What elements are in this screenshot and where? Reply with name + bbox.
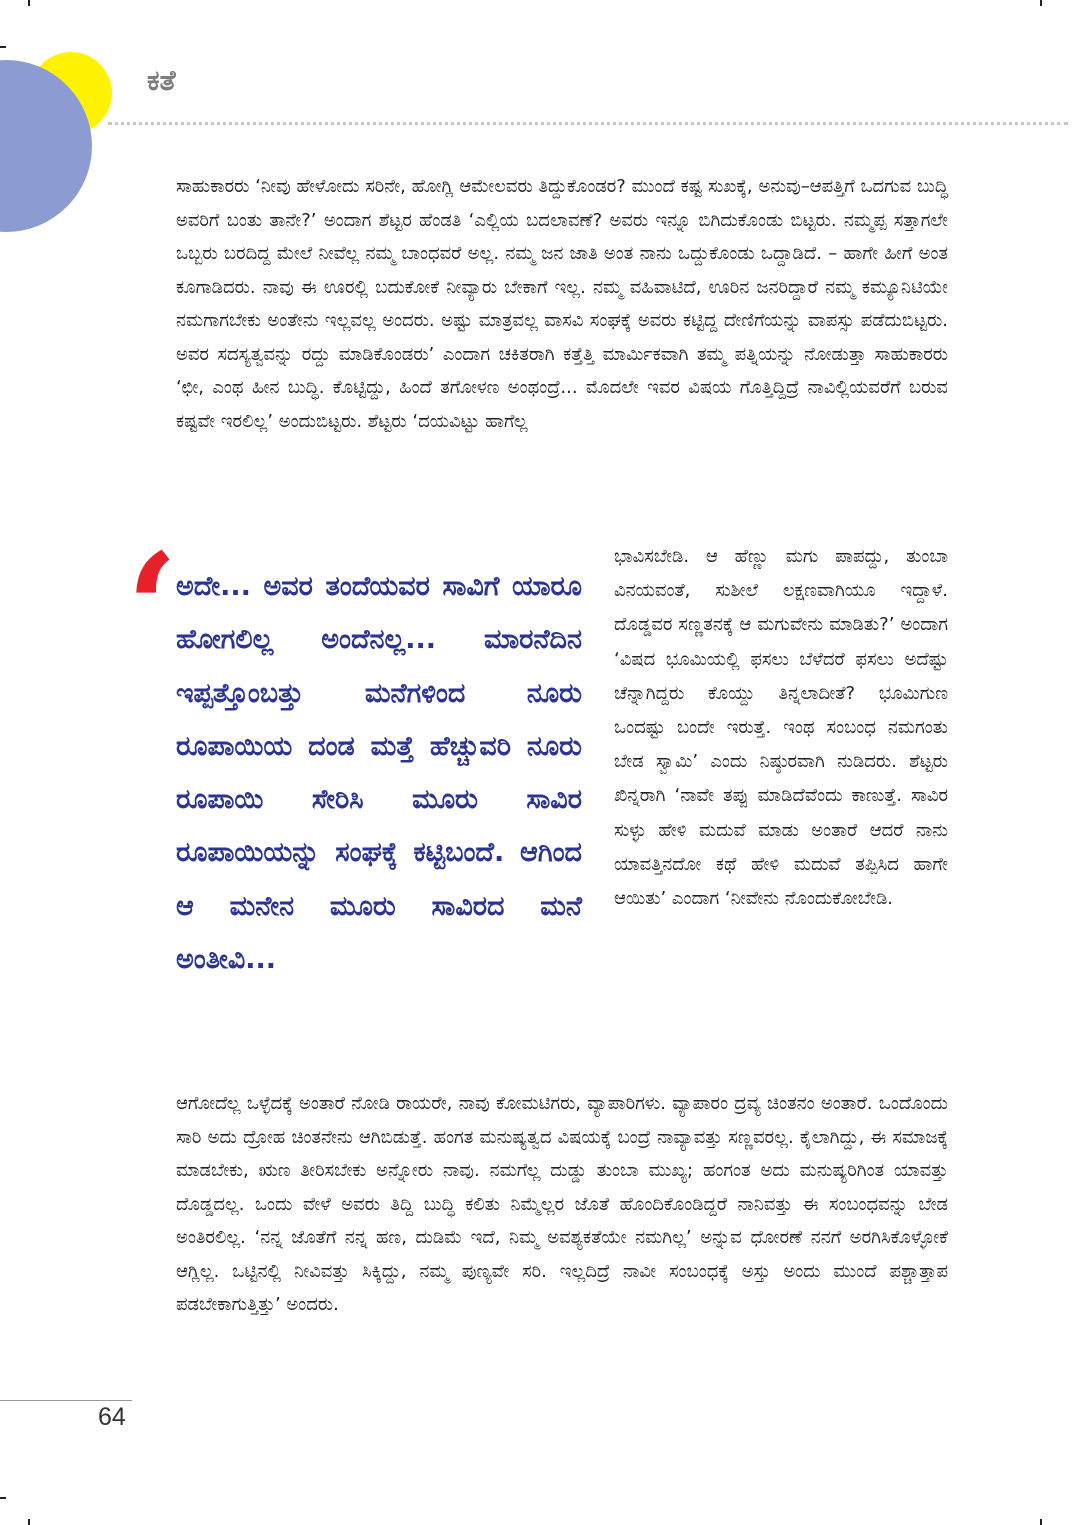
- crop-mark: [28, 1519, 30, 1525]
- body-paragraph-bottom: ಆಗೋದೆಲ್ಲ ಒಳ್ಳೆದಕ್ಕೆ ಅಂತಾರೆ ನೋಡಿ ರಾಯರೇ, ನಾವು ಕೋಮಟಿಗರು, ವ್ಯಾಪಾರಿಗಳು. ವ್ಯಾಪಾರಂ ದ್ರವ್ಯ ಚಿಂತನಂ ಅಂತಾರೆ. ಒಂದೊಂದು ಸಾರಿ ಅದು ದ್ರೋಹ ಚಿಂತನೇನು ಆಗಿಬಿಡುತ್ತೆ. ಹಂಗತ ಮನುಷ್ಯತ್ವದ ವಿಷಯಕ್ಕೆ ಬಂದ್ರೆ ನಾವ್ಯಾವತ್ತು ಸಣ್ಣವರಲ್ಲ. ಕೈಲಾಗಿದ್ದು, ಈ ಸಮಾಜಕ್ಕೆ ಮಾಡಬೇಕು, ಋಣ ತೀರಿಸಬೇಕು ಅನ್ನೋರು ನಾವು. ನಮಗೆಲ್ಲ ದುಡ್ಡು ತುಂಬಾ ಮುಖ್ಯ; ಹಂಗಂತ ಅದು ಮನುಷ್ಯರಿಗಿಂತ ಯಾವತ್ತು ದೊಡ್ಡದಲ್ಲ. ಒಂದು ವೇಳೆ ಅವರು ತಿದ್ದಿ ಬುದ್ಧಿ ಕಲಿತು ನಿಮ್ಮೆಲ್ಲರ ಜೊತೆ ಹೊಂದಿಕೊಂಡಿದ್ದರೆ ನಾನಿವತ್ತು ಈ ಸಂಬಂಧವನ್ನು ಬೇಡ ಅಂತಿರಲಿಲ್ಲ. ‘ನನ್ನ ಜೊತೆಗೆ ನನ್ನ ಹಣ, ದುಡಿಮೆ ಇದೆ, ನಿಮ್ಮ ಅವಶ್ಯಕತೆಯೇ ನಮಗಿಲ್ಲ’ ಅನ್ನುವ ಧೋರಣೆ ನನಗೆ ಅರಗಿಸಿಕೊಳ್ಳೋಕೆ ಆಗ್ಲಿಲ್ಲ. ಒಟ್ಟಿನಲ್ಲಿ ನೀವಿವತ್ತು ಸಿಕ್ಕಿದ್ದು, ನಮ್ಮ ಪುಣ್ಯವೇ ಸರಿ. ಇಲ್ಲದಿದ್ರೆ ನಾವೀ ಸಂಬಂಧಕ್ಕೆ ಅಸ್ತು ಅಂದು ಮುಂದೆ ಪಶ್ಚಾತ್ತಾಪ ಪಡಬೇಕಾಗುತ್ತಿತ್ತು’ ಅಂದರು.: [176, 1093, 948, 1315]
- crop-mark: [28, 0, 30, 6]
- crop-mark: [0, 46, 6, 48]
- page-number-rule: [0, 1400, 132, 1401]
- crop-mark: [1040, 1519, 1042, 1525]
- crop-mark: [0, 1497, 6, 1499]
- body-paragraph-side: ಭಾವಿಸಬೇಡಿ. ಆ ಹೆಣ್ಣು ಮಗು ಪಾಪದ್ದು, ತುಂಬಾ ವಿನಯವಂತೆ, ಸುಶೀಲೆ ಲಕ್ಷಣವಾಗಿಯೂ ಇದ್ದಾಳೆ. ದೊಡ್ಡವರ ಸಣ್ಣತನಕ್ಕೆ ಆ ಮಗುವೇನು ಮಾಡಿತು?’ ಅಂದಾಗ ‘ವಿಷದ ಭೂಮಿಯಲ್ಲಿ ಫಸಲು ಬೆಳೆದರೆ ಫಸಲು ಅದೆಷ್ಟು ಚೆನ್ನಾಗಿದ್ದರು ಕೊಯ್ದು ತಿನ್ನಲಾದೀತೆ? ಭೂಮಿಗುಣ ಒಂದಷ್ಟು ಬಂದೇ ಇರುತ್ತೆ. ಇಂಥ ಸಂಬಂಧ ನಮಗಂತು ಬೇಡ ಸ್ವಾಮಿ’ ಎಂದು ನಿಷ್ಠುರವಾಗಿ ನುಡಿದರು. ಶೆಟ್ಟರು ಖಿನ್ನರಾಗಿ ‘ನಾವೇ ತಪ್ಪು ಮಾಡಿದೆವೆಂದು ಕಾಣುತ್ತೆ. ಸಾವಿರ ಸುಳ್ಳು ಹೇಳಿ ಮದುವೆ ಮಾಡು ಅಂತಾರೆ ಆದರೆ ನಾನು ಯಾವತ್ತಿನದೋ ಕಥೆ ಹೇಳಿ ಮದುವೆ ತಪ್ಪಿಸಿದ ಹಾಗೇ ಆಯಿತು’ ಎಂದಾಗ ‘ನೀವೇನು ನೊಂದುಕೋಬೇಡಿ.: [614, 546, 948, 910]
- quote-mark-icon: ‘: [126, 521, 179, 697]
- header-dotted-divider: [108, 122, 1068, 125]
- pull-quote: ಅದೇ... ಅವರ ತಂದೆಯವರ ಸಾವಿಗೆ ಯಾರೂ ಹೋಗಲಿಲ್ಲ ಅಂದೆನಲ್ಲ... ಮಾರನೆದಿನ ಇಪ್ಪತ್ತೊಂಬತ್ತು ಮನೆಗಳಿಂದ ನೂರು ರೂಪಾಯಿಯ ದಂಡ ಮತ್ತೆ ಹೆಚ್ಚುವರಿ ನೂರು ರೂಪಾಯಿ ಸೇರಿಸಿ ಮೂರು ಸಾವಿರ ರೂಪಾಯಿಯನ್ನು ಸಂಘಕ್ಕೆ ಕಟ್ಟಿಬಂದೆ. ಆಗಿಂದ ಆ ಮನೇನ ಮೂರು ಸಾವಿರದ ಮನೆ ಅಂತೀವಿ...: [176, 571, 582, 976]
- section-title: ಕತೆ: [147, 64, 176, 97]
- page-number: 64: [98, 1403, 126, 1431]
- body-paragraph-top: ಸಾಹುಕಾರರು ‘ನೀವು ಹೇಳೋದು ಸರಿನೇ, ಹೋಗ್ಲಿ ಆಮೇಲವರು ತಿದ್ದುಕೊಂಡರ? ಮುಂದೆ ಕಷ್ಟ ಸುಖಕ್ಕೆ, ಅನುವು–ಆಪತ್ತಿಗೆ ಒದಗುವ ಬುದ್ಧಿ ಅವರಿಗೆ ಬಂತು ತಾನೇ?’ ಅಂದಾಗ ಶೆಟ್ಟರ ಹೆಂಡತಿ ‘ಎಲ್ಲಿಯ ಬದಲಾವಣೆ? ಅವರು ಇನ್ನೂ ಬಿಗಿದುಕೊಂಡು ಬಿಟ್ಟರು. ನಮ್ಮಪ್ಪ ಸತ್ತಾಗಲೇ ಒಬ್ಬರು ಬರದಿದ್ದ ಮೇಲೆ ನೀವೆಲ್ಲ ನಮ್ಮ ಬಾಂಧವರೆ ಅಲ್ಲ. ನಮ್ಮ ಜನ ಜಾತಿ ಅಂತ ನಾನು ಒದ್ದುಕೊಂಡು ಒದ್ದಾಡಿದೆ. – ಹಾಗೇ ಹೀಗೆ ಅಂತ ಕೂಗಾಡಿದರು. ನಾವು ಈ ಊರಲ್ಲಿ ಬದುಕೋಕೆ ನೀವ್ಯಾರು ಬೇಕಾಗೆ ಇಲ್ಲ. ನಮ್ಮ ವಹಿವಾಟಿದೆ, ಊರಿನ ಜನರಿದ್ದಾರೆ ನಮ್ಮ ಕಮ್ಯೂನಿಟಿಯೇ ನಮಗಾಗಬೇಕು ಅಂತೇನು ಇಲ್ಲವಲ್ಲ ಅಂದರು. ಅಷ್ಟು ಮಾತ್ರವಲ್ಲ ವಾಸವಿ ಸಂಘಕ್ಕೆ ಅವರು ಕಟ್ಟಿದ್ದ ದೇಣಿಗೆಯನ್ನು ವಾಪಸ್ಸು ಪಡೆದುಬಿಟ್ಟರು. ಅವರ ಸದಸ್ಯತ್ವವನ್ನು ರದ್ದು ಮಾಡಿಕೊಂಡರು’ ಎಂದಾಗ ಚಕಿತರಾಗಿ ಕತ್ತೆತ್ತಿ ಮಾರ್ಮಿಕವಾಗಿ ತಮ್ಮ ಪತ್ನಿಯನ್ನು ನೋಡುತ್ತಾ ಸಾಹುಕಾರರು ‘ಛೀ, ಎಂಥ ಹೀನ ಬುದ್ಧಿ. ಕೊಟ್ಟಿದ್ದು, ಹಿಂದೆ ತಗೋಳಣ ಅಂಥಂದ್ರೆ... ಮೊದಲೇ ಇವರ ವಿಷಯ ಗೊತ್ತಿದ್ದಿದ್ರೆ ನಾವಿಲ್ಲಿಯವರೆಗೆ ಬರುವ ಕಷ್ಟವೇ ಇರಲಿಲ್ಲ’ ಅಂದುಬಿಟ್ಟರು. ಶೆಟ್ಟರು ‘ದಯವಿಟ್ಟು ಹಾಗೆಲ್ಲ: [176, 176, 948, 432]
- crop-mark: [1040, 0, 1042, 6]
